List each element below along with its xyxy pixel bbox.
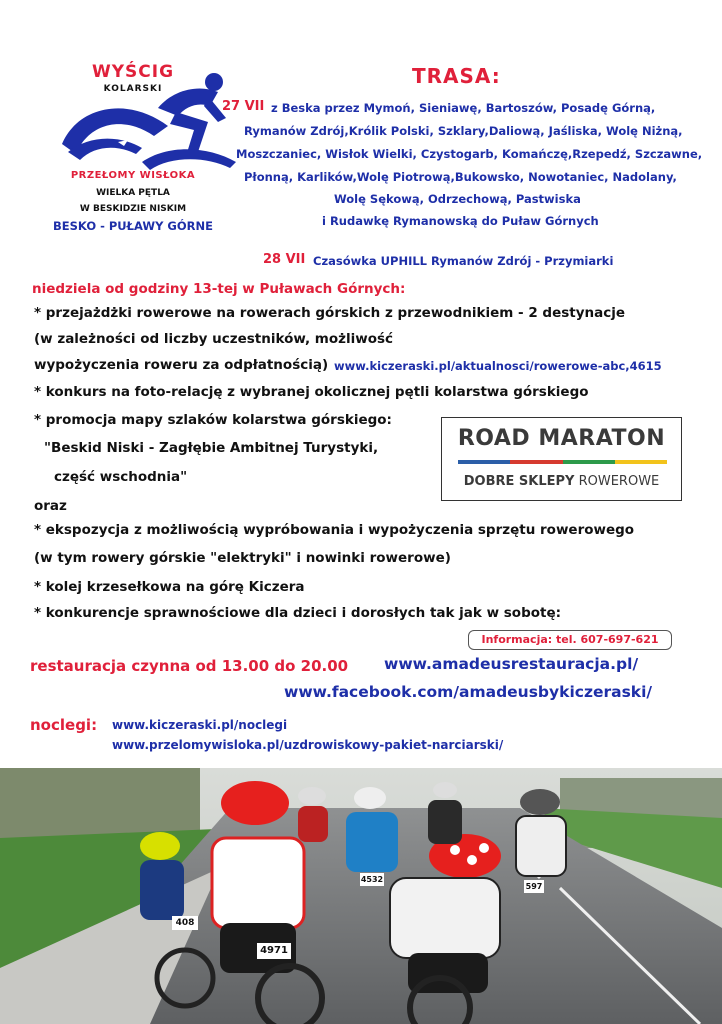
logo-subtitle: KOLARSKI <box>103 84 163 94</box>
sponsor-name: ROAD MARATON <box>457 426 666 451</box>
sponsor-tagline-light: ROWEROWE <box>578 474 660 489</box>
program-item-3: * promocja mapy szlaków kolarstwa górskiego: <box>34 412 392 428</box>
program-item-2: * konkurs na foto-relację z wybranej okolicznej pętli kolarstwa górskiego <box>34 384 589 400</box>
restaurant-url[interactable]: www.amadeusrestauracja.pl/ <box>384 655 639 673</box>
bib-number: 4971 <box>257 943 291 959</box>
sunday-heading: niedziela od godziny 13-tej w Puławach Górnych: <box>32 281 406 297</box>
rowerowe-abc-link[interactable]: www.kiczeraski.pl/aktualnosci/rowerowe-abc,4615 <box>334 359 662 373</box>
program-item-3-map-part: część wschodnia" <box>54 469 188 485</box>
route-line-3: Moszczaniec, Wisłok Wielki, Czystogarb, Komańczę,Rzepedź, Szczawne, <box>236 147 703 161</box>
logo-name: PRZEŁOMY WISŁOKA <box>70 170 196 181</box>
program-item-1-note2: wypożyczenia roweru za odpłatnością) <box>34 357 329 373</box>
program-item-1-note: (w zależności od liczby uczestników, możliwość <box>34 331 394 347</box>
facebook-url[interactable]: www.facebook.com/amadeusbykiczeraski/ <box>284 683 653 701</box>
event-logo <box>28 56 243 246</box>
logo-loop: WIELKA PĘTLA <box>96 188 170 198</box>
lodging-label: noclegi: <box>30 716 98 734</box>
logo-region: W BESKIDZIE NISKIM <box>79 204 187 214</box>
route-line-1: z Beska przez Mymoń, Sieniawę, Bartoszów, Posadę Górną, <box>271 101 656 115</box>
logo-title: WYŚCIG <box>91 62 175 82</box>
program-item-4: * ekspozycja z możliwością wypróbowania i wypożyczenia sprzętu rowerowego <box>34 522 635 538</box>
program-item-5: * kolej krzesełkowa na górę Kiczera <box>34 579 305 595</box>
info-phone-box: Informacja: tel. 607-697-621 <box>468 630 672 650</box>
sponsor-stripe <box>458 460 667 464</box>
route-date-2: 28 VII <box>263 252 306 267</box>
program-item-1: * przejażdżki rowerowe na rowerach górskich z przewodnikiem - 2 destynacje <box>34 305 626 321</box>
logo-route: BESKO - PUŁAWY GÓRNE <box>53 219 213 233</box>
bib-number: 4532 <box>360 875 384 884</box>
program-item-4-note: (w tym rowery górskie "elektryki" i nowinki rowerowe) <box>34 550 451 566</box>
program-item-6: * konkurencje sprawnościowe dla dzieci i dorosłych tak jak w sobotę: <box>34 605 562 621</box>
lodging-url-1[interactable]: www.kiczeraski.pl/noclegi <box>112 718 288 732</box>
restaurant-hours: restauracja czynna od 13.00 do 20.00 <box>30 657 349 675</box>
sponsor-tagline-bold: DOBRE SKLEPY <box>463 474 575 489</box>
route-title: TRASA: <box>412 64 501 88</box>
road-maraton-logo <box>441 417 682 501</box>
route-line-2: Rymanów Zdrój,Królik Polski, Szklary,Daliową, Jaśliska, Wolę Niżną, <box>244 124 683 138</box>
oraz-text: oraz <box>34 498 67 514</box>
lodging-url-2[interactable]: www.przelomywisloka.pl/uzdrowiskowy-pakiet-narciarski/ <box>112 738 504 752</box>
uphill-line: Czasówka UPHILL Rymanów Zdrój - Przymiarki <box>313 254 614 268</box>
cyclist-icon <box>58 66 248 174</box>
bib-number: 597 <box>525 882 543 891</box>
program-item-3-map-name: "Beskid Niski - Zagłębie Ambitnej Turystyki, <box>44 440 379 456</box>
bib-number: 408 <box>172 916 198 930</box>
cyclists-photo <box>0 768 722 1024</box>
route-line-6: i Rudawkę Rymanowską do Puław Górnych <box>322 214 599 228</box>
route-line-4: Płonną, Karlików,Wolę Piotrową,Bukowsko, Nowotaniec, Nadolany, <box>244 170 677 184</box>
sponsor-tagline <box>442 474 681 489</box>
cyclists-illustration <box>0 768 722 1024</box>
route-date-1: 27 VII <box>222 99 265 114</box>
route-line-5: Wolę Sękową, Odrzechową, Pastwiska <box>334 192 581 206</box>
